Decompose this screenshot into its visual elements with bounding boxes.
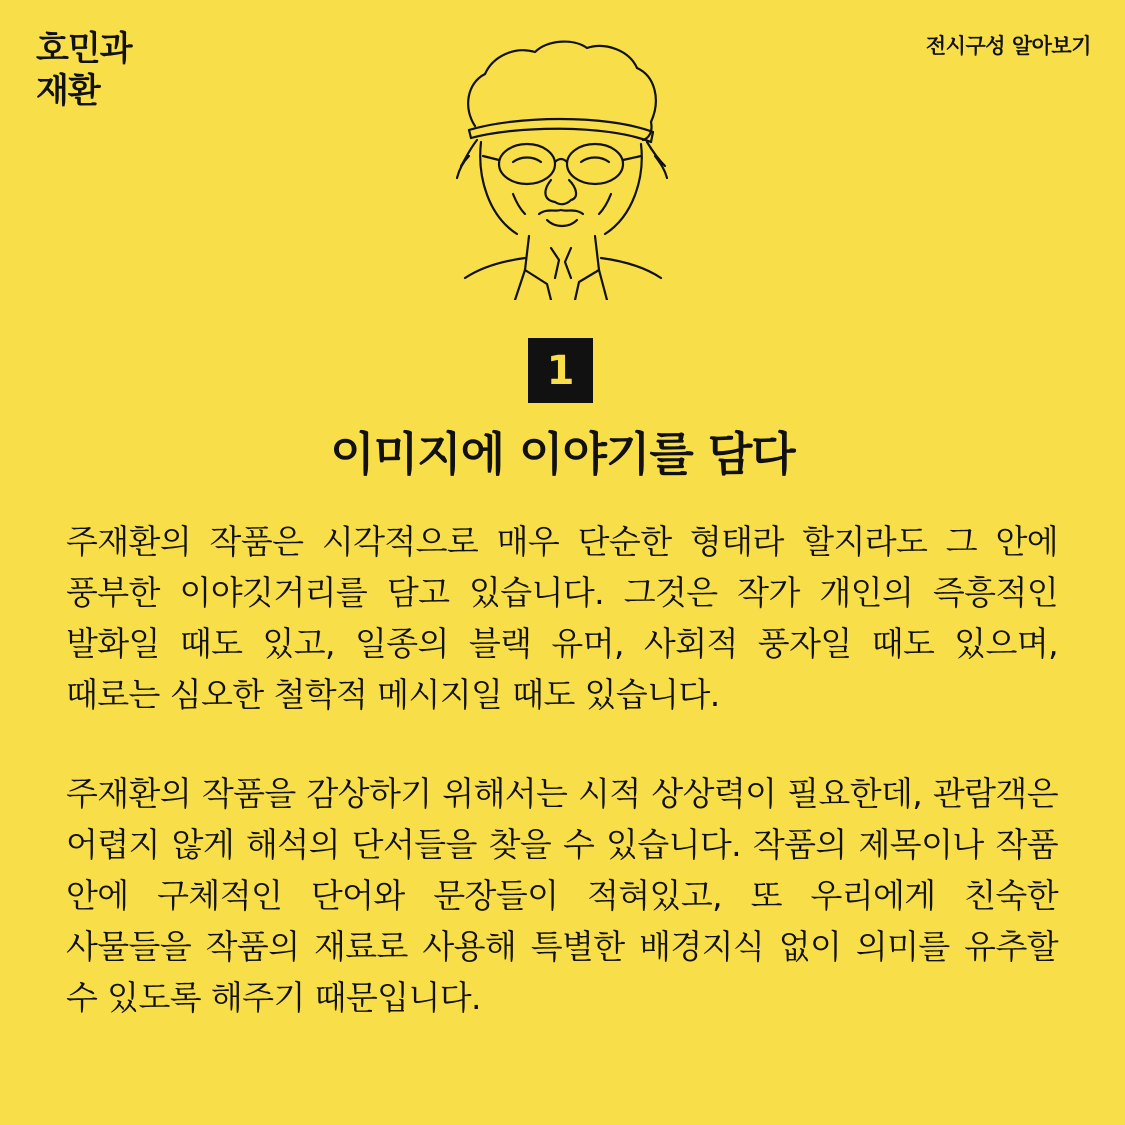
brand-logo-line1: 호민과 (36, 29, 132, 69)
brand-logo-line2: 재환 (36, 71, 100, 111)
body-paragraph-2: 주재환의 작품을 감상하기 위해서는 시적 상상력이 필요한데, 관람객은 어렵지 않게 해석의 단서들을 찾을 수 있습니다. 작품의 제목이나 작품 안에 구체적인 단어와 문장들이 적혀있고, 또 우리에게 친숙한 사물들을 작품의 재료로 사용해 특별한 배경지식 없이 의미를 유추할 수 있도록 해주기 때문입니다. (66, 774, 1058, 1017)
brand-logo (36, 28, 132, 112)
section-title: 이미지에 이야기를 담다 (330, 427, 795, 481)
section-number-badge: 1 (528, 338, 593, 403)
body-paragraph-1: 주재환의 작품은 시각적으로 매우 단순한 형태라 할지라도 그 안에 풍부한 이야깃거리를 담고 있습니다. 그것은 작가 개인의 즉흥적인 발화일 때도 있고, 일종의 블랙 유머, 사회적 풍자일 때도 있으며, 때로는 심오한 철학적 메시지일 때도 있습니다. (66, 522, 1058, 714)
artist-portrait-icon (455, 38, 670, 300)
header-subtitle: 전시구성 알아보기 (925, 34, 1091, 58)
